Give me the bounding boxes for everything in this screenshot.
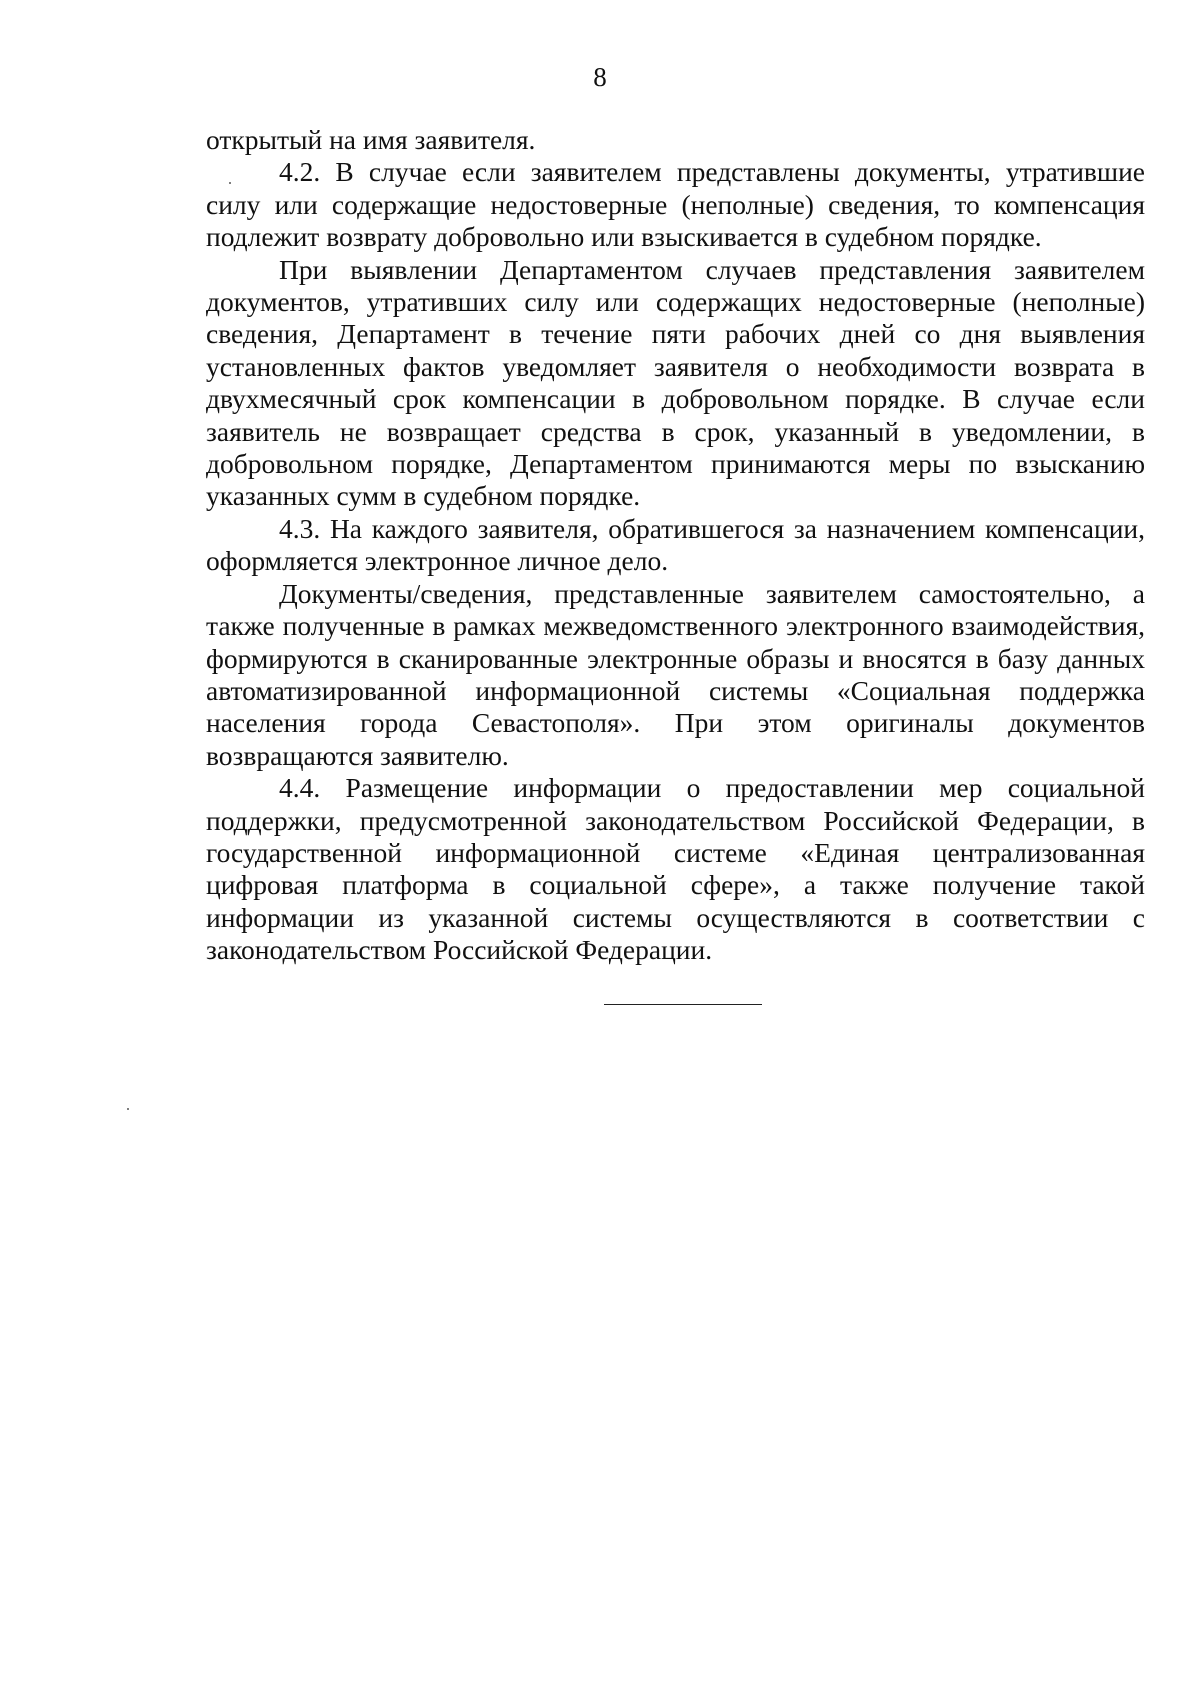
paragraph-4-3-detail: Документы/сведения, представленные заявителем самостоятельно, а также полученные в рамках межведомственного электронного взаимодействия, формируются в сканированные электронные образы и вносятся в базу данных автоматизированной информационной системы «Социальная поддержка населения города Севастополя». При этом оригиналы документов возвращаются заявителю. xyxy=(206,577,1145,771)
end-divider-line xyxy=(604,1004,762,1005)
page-number: 8 xyxy=(593,62,607,92)
paragraph-4-2-detail: При выявлении Департаментом случаев представления заявителем документов, утративших силу или содержащих недостоверные (неполные) сведения, Департамент в течение пяти рабочих дней со дня выявления установленных фактов уведомляет заявителя о необходимости возврата в двухмесячный срок компенсации в добровольном порядке. В случае если заявитель не возвращает средства в срок, указанный в уведомлении, в добровольном порядке, Департаментом принимаются меры по взысканию указанных сумм в судебном порядке. xyxy=(206,253,1145,512)
scan-speck xyxy=(229,182,231,184)
paragraph-4-3: 4.3. На каждого заявителя, обратившегося за назначением компенсации, оформляется электронное личное дело. xyxy=(206,512,1145,577)
scan-speck xyxy=(127,1108,129,1110)
paragraph-continuation: открытый на имя заявителя. xyxy=(206,124,536,155)
document-body xyxy=(206,124,1145,967)
paragraph-4-4: 4.4. Размещение информации о предоставлении мер социальной поддержки, предусмотренной законодательством Российской Федерации, в государственной информационной системе «Единая централизованная цифровая платформа в социальной сфере», а также получение такой информации из указанной системы осуществляются в соответствии с законодательством Российской Федерации. xyxy=(206,772,1145,966)
paragraph-4-2: 4.2. В случае если заявителем представлены документы, утратившие силу или содержащие недостоверные (неполные) сведения, то компенсация подлежит возврату добровольно или взыскивается в судебном порядке. xyxy=(206,156,1145,253)
